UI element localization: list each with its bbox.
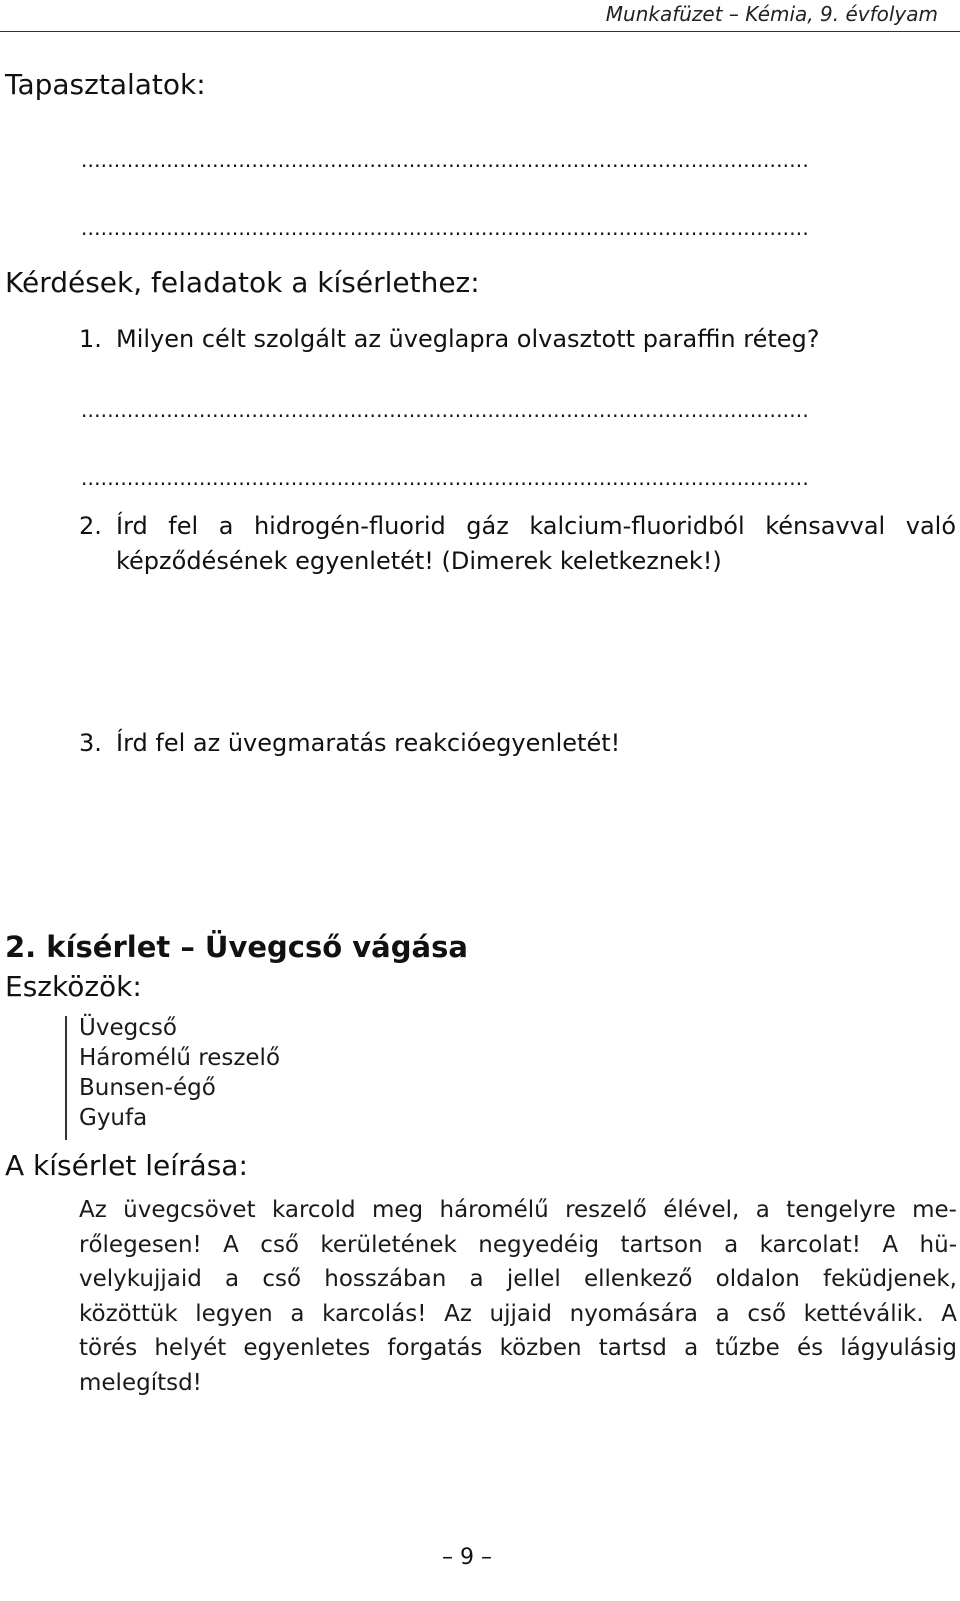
description-line: rőlegesen! A cső kerületének negyedéig tartson a karcolat! A hü-: [79, 1231, 957, 1258]
page-number: – 9 –: [442, 1545, 492, 1570]
answer-dot-line: ...............................................................................................................: [81, 148, 809, 172]
tool-item: Háromélű reszelő: [79, 1045, 281, 1071]
questions-heading: Kérdések, feladatok a kísérlethez:: [5, 266, 480, 299]
question-text: Írd fel a hidrogén-fluorid gáz kalcium-fluoridból kénsavval való: [116, 512, 956, 540]
answer-dot-line: ...............................................................................................................: [81, 466, 809, 490]
experiences-heading: Tapasztalatok:: [5, 68, 206, 101]
question-number: 2.: [79, 512, 102, 540]
running-header: Munkafüzet – Kémia, 9. évfolyam: [605, 2, 938, 26]
answer-dot-line: ...............................................................................................................: [81, 398, 809, 422]
experiment-description: [79, 1193, 957, 1401]
description-line: velykujjaid a cső hosszában a jellel ellenkező oldalon feküdjenek,: [79, 1266, 957, 1293]
experiment-title: 2. kísérlet – Üvegcső vágása: [5, 930, 468, 964]
question-text: képződésének egyenletét! (Dimerek keletkeznek!): [116, 547, 722, 575]
header-rule: [0, 31, 960, 32]
tools-heading: Eszközök:: [5, 970, 142, 1003]
description-line: Az üvegcsövet karcold meg háromélű reszelő élével, a tengelyre me-: [79, 1197, 957, 1223]
question-text: Milyen célt szolgált az üveglapra olvasztott paraffin réteg?: [116, 325, 820, 353]
tool-item: Üvegcső: [79, 1015, 177, 1041]
description-line: melegítsd!: [79, 1369, 202, 1396]
question-number: 3.: [79, 729, 102, 757]
description-heading: A kísérlet leírása:: [5, 1149, 248, 1182]
tool-item: Gyufa: [79, 1105, 148, 1131]
answer-dot-line: ...............................................................................................................: [81, 216, 809, 240]
question-number: 1.: [79, 325, 102, 353]
description-line: törés helyét egyenletes forgatás közben tartsd a tűzbe és lágyulásig: [79, 1335, 957, 1362]
tool-item: Bunsen-égő: [79, 1075, 216, 1101]
description-line: közöttük legyen a karcolás! Az ujjaid nyomására a cső kettéválik. A: [79, 1300, 957, 1327]
tools-list-bar: [65, 1016, 67, 1140]
question-text: Írd fel az üvegmaratás reakcióegyenletét!: [116, 729, 621, 757]
